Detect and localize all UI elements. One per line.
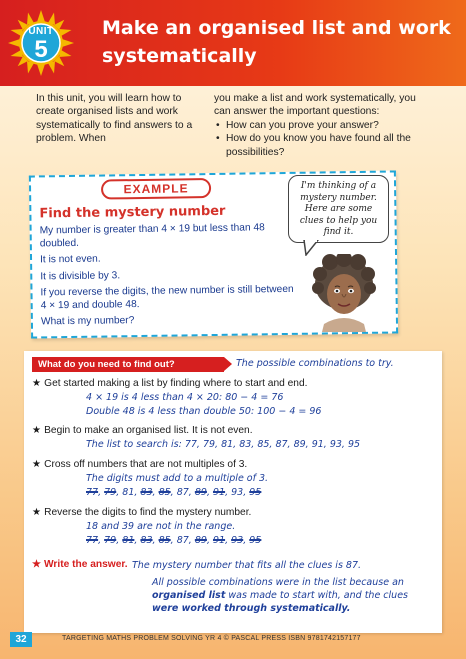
title-line-2: systematically	[102, 45, 257, 67]
step-5	[32, 559, 128, 570]
crossed-number: 95	[249, 535, 262, 546]
step-1-working: Double 48 is 4 less than double 50: 100 − 4 = 96	[86, 406, 322, 417]
clue-item: What is my number?	[40, 315, 135, 328]
find-out-banner: What do you need to find out?	[32, 357, 224, 372]
crossed-number: 77	[86, 487, 99, 498]
crossed-number: 83	[140, 487, 153, 498]
answer-text: The mystery number that fits all the clues is 87.	[132, 560, 362, 571]
intro-question-item: • How can you prove your answer?	[214, 119, 434, 132]
step-4-working: 18 and 39 are not in the range.	[86, 521, 236, 532]
crossed-number: 85	[158, 535, 171, 546]
unit-number: 5	[34, 36, 48, 63]
star-icon: ★	[32, 425, 42, 436]
clue-item: My number is greater than 4 × 19 but less than 48 doubled.	[39, 222, 265, 250]
step-4	[32, 506, 251, 519]
note-text: All possible combinations were in the list because an	[152, 577, 404, 588]
intro-right-column	[214, 92, 434, 159]
step-1-working: 4 × 19 is 4 less than 4 × 20: 80 − 4 = 76	[86, 392, 284, 403]
page-title	[102, 14, 452, 70]
unit-badge	[8, 10, 74, 76]
crossed-number: 79	[104, 535, 117, 546]
intro-left-paragraph: In this unit, you will learn how to create organised lists and work systematically to find answers to a problem. When	[36, 93, 193, 145]
kept-number: 87	[176, 535, 189, 546]
unit-header	[0, 0, 466, 86]
crossed-number: 89	[194, 535, 207, 546]
crossed-number: 85	[158, 487, 171, 498]
crossed-number: 77	[86, 535, 99, 546]
kept-number: 93	[231, 487, 244, 498]
intro-question-item: • How do you know you have found all the possibilities?	[214, 132, 434, 159]
title-line-1: Make an organised list and work	[102, 17, 451, 39]
star-icon: ★	[32, 507, 42, 518]
step-3-number-list: 77, 79, 81, 83, 85, 87, 89, 91, 93, 95	[86, 487, 262, 498]
example-clues	[40, 221, 301, 332]
crossed-number: 93	[231, 535, 244, 546]
crossed-number: 95	[249, 487, 262, 498]
star-icon: ★	[32, 559, 42, 570]
intro-question-list	[214, 119, 434, 159]
note-text: was made to start with, and the clues	[225, 590, 408, 601]
clue-item: It is divisible by 3.	[40, 269, 121, 283]
crossed-number: 83	[140, 535, 153, 546]
example-badge: EXAMPLE	[101, 178, 211, 200]
speech-bubble: I'm thinking of a mystery number. Here are some clues to help you find it.	[288, 175, 389, 243]
step-text: Cross off numbers that are not multiples of 3.	[44, 459, 248, 470]
example-title: Find the mystery number	[39, 203, 226, 222]
crossed-number: 89	[194, 487, 207, 498]
clue-item: It is not even.	[39, 253, 101, 266]
step-4-number-list: 77, 79, 81, 83, 85, 87, 89, 91, 93, 95	[86, 535, 262, 546]
crossed-number: 91	[212, 487, 226, 498]
character-avatar-icon	[312, 254, 376, 332]
step-3	[32, 458, 247, 471]
step-text: Write the answer.	[43, 559, 128, 570]
kept-number: 81	[122, 487, 135, 498]
step-text: Get started making a list by finding where to start and end.	[44, 378, 308, 389]
step-2	[32, 424, 253, 437]
intro-right-paragraph: you make a list and work systematically, you can answer the important questions:	[214, 93, 416, 118]
star-icon: ★	[32, 459, 42, 470]
step-text: Begin to make an organised list. It is not even.	[44, 425, 253, 436]
note-emphasis: organised list	[152, 590, 226, 601]
kept-number: 87	[176, 487, 189, 498]
step-3-working: The digits must add to a multiple of 3.	[86, 473, 269, 484]
star-icon: ★	[32, 378, 42, 389]
step-1	[32, 377, 307, 390]
clue-item: If you reverse the digits, the new number is still between 4 × 19 and double 48.	[40, 283, 294, 312]
crossed-number: 79	[104, 487, 117, 498]
unit-label: UNIT	[28, 26, 54, 37]
note-emphasis: were worked through systematically.	[152, 603, 351, 614]
step-text: Reverse the digits to find the mystery number.	[44, 507, 252, 518]
banner-note: The possible combinations to try.	[236, 358, 394, 369]
page-number: 32	[10, 632, 32, 647]
step-2-working: The list to search is: 77, 79, 81, 83, 85, 87, 89, 91, 93, 95	[86, 439, 361, 450]
footer-credit: TARGETING MATHS PROBLEM SOLVING YR 4 © PASCAL PRESS ISBN 9781742157177	[62, 635, 361, 642]
crossed-number: 81	[122, 535, 135, 546]
crossed-number: 91	[212, 535, 226, 546]
answer-explanation	[152, 576, 436, 615]
